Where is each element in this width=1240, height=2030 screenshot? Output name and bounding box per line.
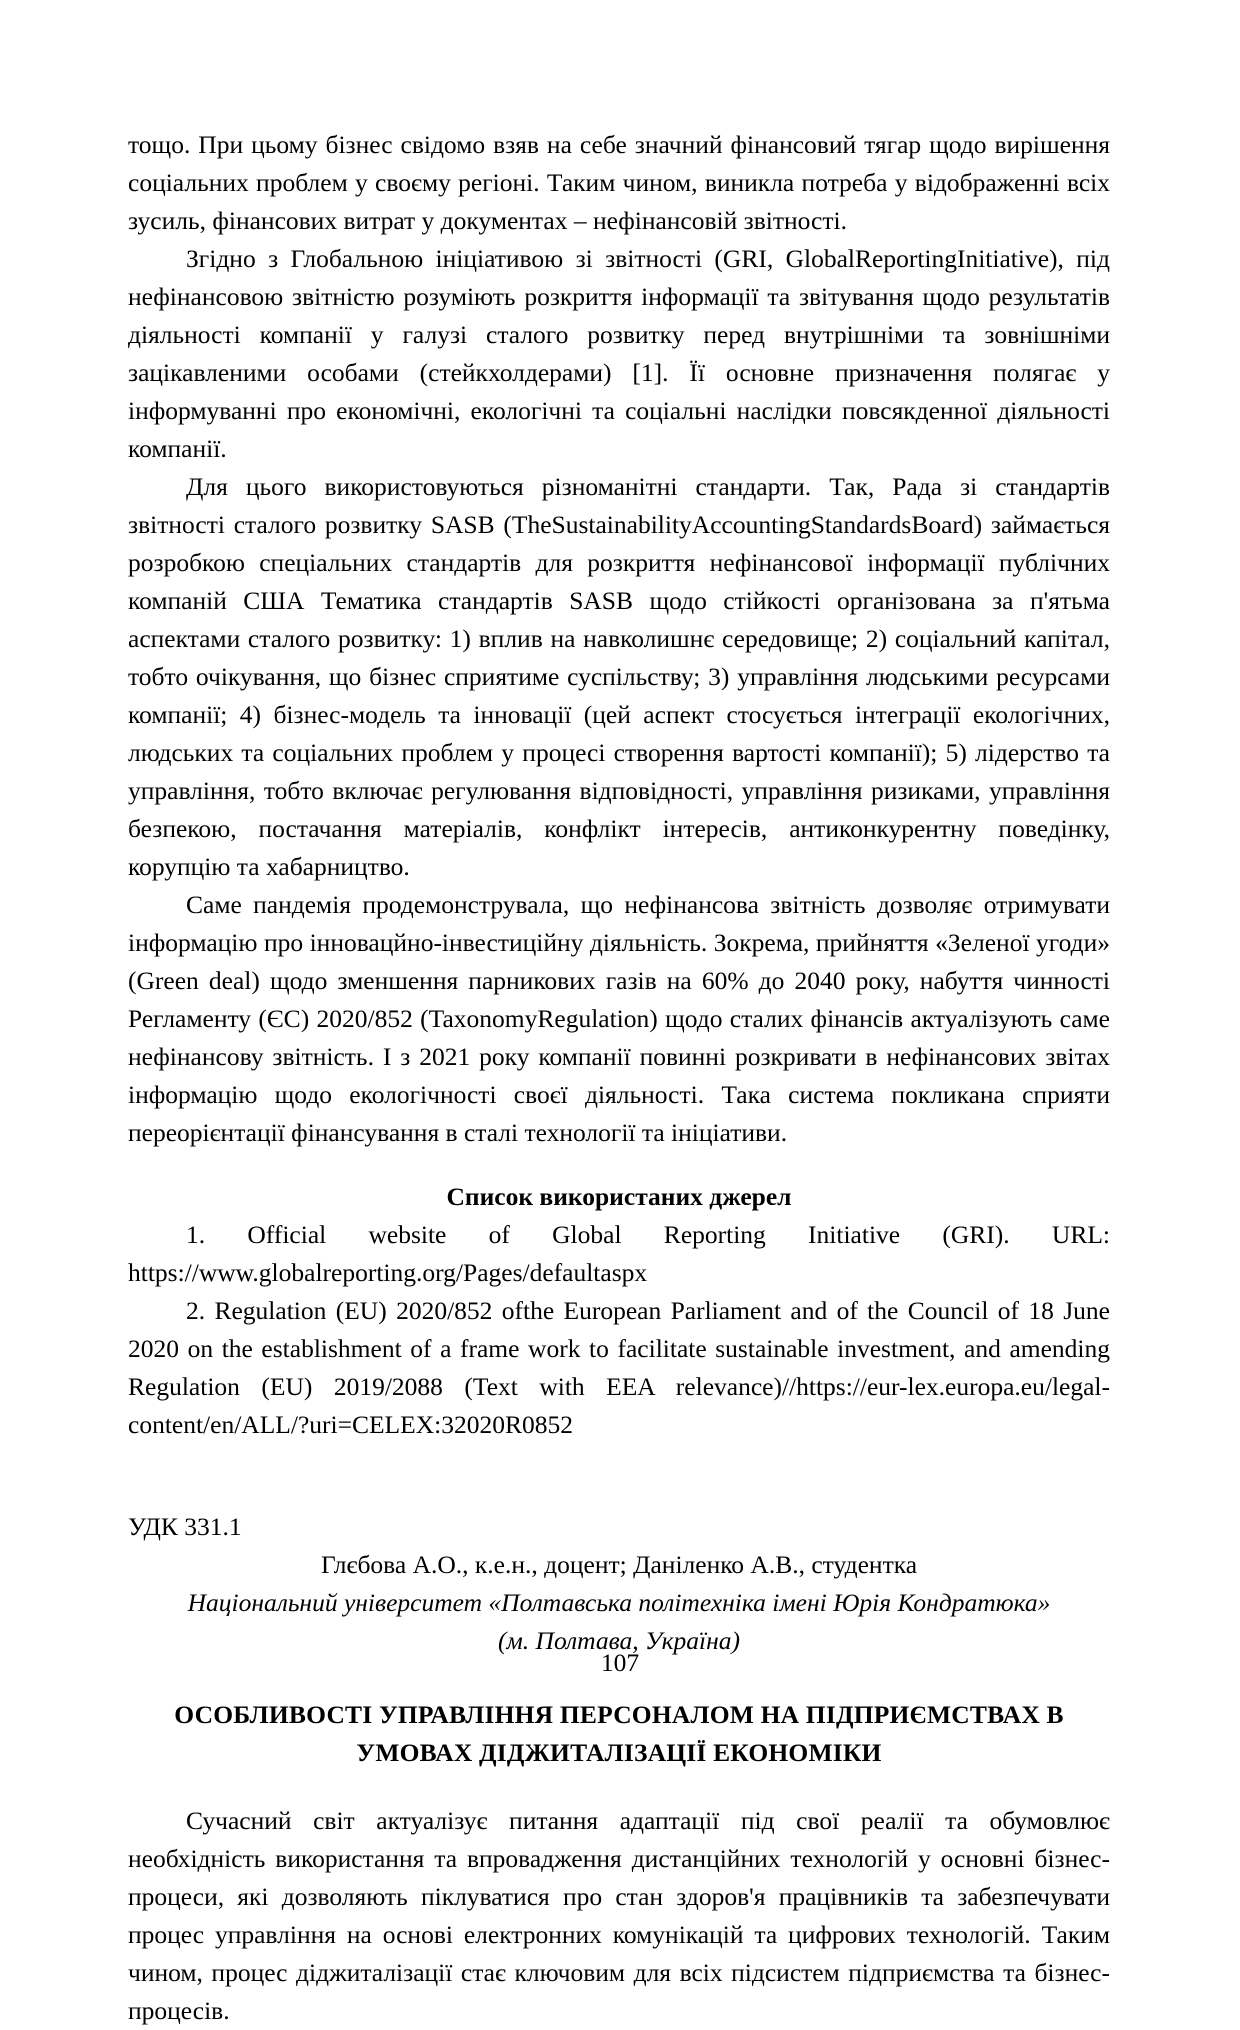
- article-title-line-2: УМОВАХ ДІДЖИТАЛІЗАЦІЇ ЕКОНОМІКИ: [356, 1738, 882, 1767]
- abstract-paragraph: Сучасний світ актуалізує питання адаптації під свої реалії та обумовлює необхідність використання та впровадження дистанційних технологій у основні бізнес-процеси, які дозволяють піклуватися про стан здоров'я працівників та забезпечувати процес управління на основі електронних комунікацій та цифрових технологій. Таким чином, процес діджиталізації стає ключовим для всіх підсистем підприємства та бізнес-процесів.: [128, 1806, 1110, 2025]
- udk-code: УДК 331.1: [128, 1512, 242, 1541]
- page-number: 107: [600, 1648, 640, 1677]
- section-spacer: [128, 1444, 1110, 1508]
- body-paragraph: Саме пандемія продемонструвала, що нефінансова звітність дозволяє отримувати інформацію про інновацйно-інвестиційну діяльність. Зокрема, прийняття «Зеленої угоди» (Green deal) щодо зменшення парникових газів на 60% до 2040 року, набуття чинності Регламенту (ЄС) 2020/852 (TaxonomyRegulation) щодо сталих фінансів актуалізують саме нефінансову звітність. І з 2021 року компанії повинні розкривати в нефінансових звітах інформацію щодо екологічності своєї діяльності. Така система покликана сприяти переорієнтації фінансування в сталі технології та ініціативи.: [128, 890, 1110, 1147]
- reference-item: 2. Regulation (EU) 2020/852 ofthe European Parliament and of the Council of 18 June 2020 on the establishment of a frame work to facilitate sustainable investment, and amending Regulation (EU) 2019/2088 (Text with EEA relevance)//https://eur-lex.europa.eu/legal-content/en/ALL/?uri=CELEX:32020R0852: [128, 1296, 1110, 1439]
- body-paragraph: Згідно з Глобальною ініціативою зі звітності (GRI, GlobalReportingInitiative), під нефінансовою звітністю розуміють розкриття інформації та звітування щодо результатів діяльності компанії у галузі сталого розвитку перед внутрішніми та зовнішніми зацікавленими особами (стейкхолдерами) [1]. Її основне призначення полягає у інформуванні про економічні, екологічні та соціальні наслідки повсякденної діяльності компанії.: [128, 244, 1110, 463]
- page-content: [128, 126, 1110, 2030]
- authors-line: Глєбова А.О., к.е.н., доцент; Даніленко А.В., студентка: [320, 1550, 918, 1579]
- body-paragraph: тощо. При цьому бізнес свідомо взяв на себе значний фінансовий тягар щодо вирішення соціальних проблем у своєму регіоні. Таким чином, виникла потреба у відображенні всіх зусиль, фінансових витрат у документах – нефінансовій звітності.: [128, 130, 1110, 235]
- article-title: [128, 1696, 1110, 1772]
- reference-item: 1. Official website of Global Reporting Initiative (GRI). URL: https://www.globalreporting.org/Pages/defaultaspx: [128, 1220, 1110, 1287]
- article-title-line-1: ОСОБЛИВОСТІ УПРАВЛІННЯ ПЕРСОНАЛОМ НА ПІДПРИЄМСТВАХ В: [174, 1700, 1064, 1729]
- title-spacer: [128, 1772, 1110, 1802]
- affiliation-line: Національний університет «Полтавська політехніка імені Юрія Кондратюка»: [187, 1588, 1051, 1617]
- references-heading: Список використаних джерел: [446, 1182, 792, 1211]
- city-line: (м. Полтава, Україна): [498, 1626, 740, 1655]
- body-paragraph: Для цього використовуються різноманітні стандарти. Так, Рада зі стандартів звітності сталого розвитку SASB (TheSustainabilityAccountingStandardsBoard) займається розробкою спеціальних стандартів для розкриття нефінансової інформації публічних компаній США Тематика стандартів SASB щодо стійкості організована за п'ятьма аспектами сталого розвитку: 1) вплив на навколишнє середовище; 2) соціальний капітал, тобто очікування, що бізнес сприятиме суспільству; 3) управління людськими ресурсами компанії; 4) бізнес-модель та інновації (цей аспект стосується інтеграції екологічних, людських та соціальних проблем у процесі створення вартості компанії); 5) лідерство та управління, тобто включає регулювання відповідності, управління ризиками, управління безпекою, постачання матеріалів, конфлікт інтересів, антиконкурентну поведінку, корупцію та хабарництво.: [128, 472, 1110, 881]
